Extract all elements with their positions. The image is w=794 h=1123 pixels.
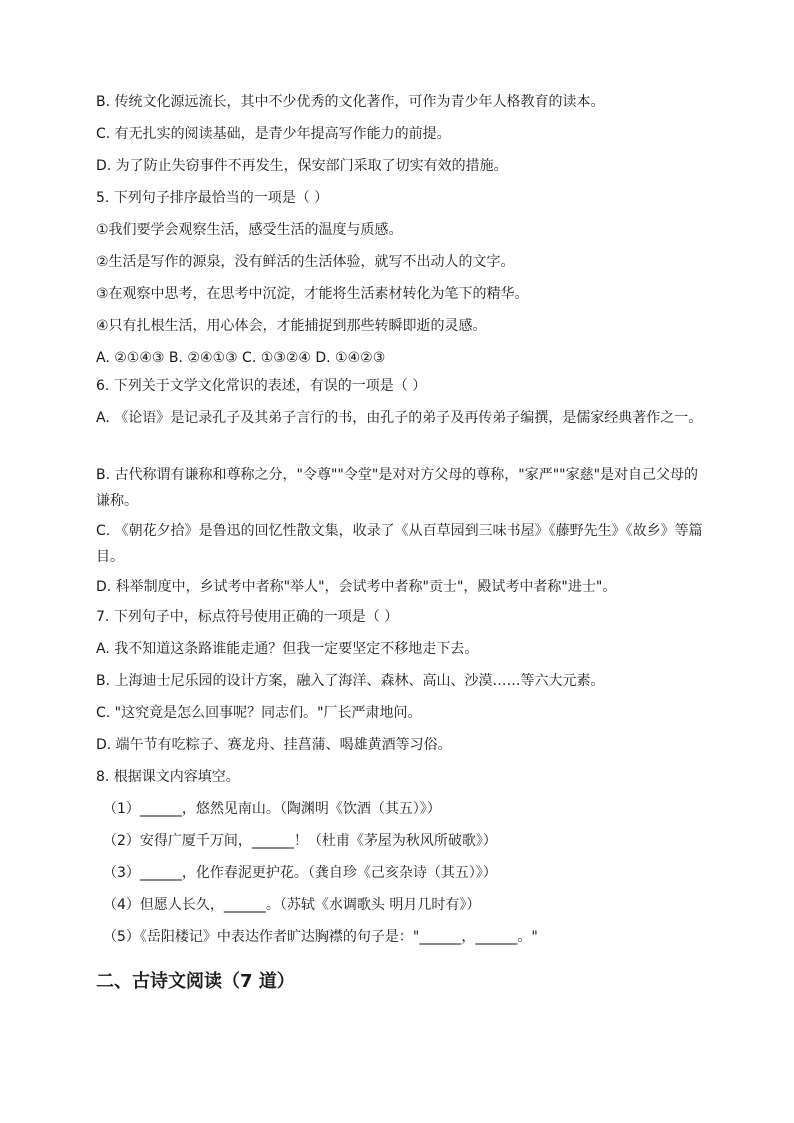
sentence-2: ②生活是写作的源泉，没有鲜活的生活体验，就写不出动人的文字。 xyxy=(96,254,515,270)
option-d-q4: D. 为了防止失窃事件不再发生，保安部门采取了切实有效的措施。 xyxy=(96,158,508,174)
sentence-3: ③在观察中思考，在思考中沉淀，才能将生活素材转化为笔下的精华。 xyxy=(96,286,529,302)
option-c-q7: C. "这究竟是怎么回事呢？同志们。"厂长严肃地问。 xyxy=(96,705,422,721)
question-5-options: A. ②①④③ B. ②④①③ C. ①③②④ D. ①④②③ xyxy=(96,350,386,366)
option-c-q4: C. 有无扎实的阅读基础，是青少年提高写作能力的前提。 xyxy=(96,126,451,142)
section-heading: 二、古诗文阅读（7 道） xyxy=(96,971,295,992)
option-a-q6: A. 《论语》是记录孔子及其弟子言行的书，由孔子的弟子及再传弟子编撰，是儒家经典著作之一。 xyxy=(96,410,703,426)
fill-blank-3: （3）______，化作春泥更护花。（龚自珍《己亥杂诗（其五）》） xyxy=(103,865,497,881)
option-d-q7: D. 端午节有吃粽子、赛龙舟、挂菖蒲、喝雄黄酒等习俗。 xyxy=(96,737,452,753)
sentence-4: ④只有扎根生活，用心体会，才能捕捉到那些转瞬即逝的灵感。 xyxy=(96,318,487,334)
option-b-q4: B. 传统文化源远流长，其中不少优秀的文化著作，可作为青少年人格教育的读本。 xyxy=(96,94,605,110)
fill-blank-2: （2）安得广厦千万间，______！（杜甫《茅屋为秋风所破歌》） xyxy=(103,833,497,849)
fill-blank-5: （5）《岳阳楼记》中表达作者旷达胸襟的句子是："______，______。" xyxy=(103,929,538,945)
fill-blank-4: （4）但愿人长久，______。（苏轼《水调歌头 明月几时有》） xyxy=(103,897,481,913)
option-d-q6: D. 科举制度中，乡试考中者称"举人"，会试考中者称"贡士"，殿试考中者称"进士"。 xyxy=(96,579,617,595)
option-b-q7: B. 上海迪士尼乐园的设计方案，融入了海洋、森林、高山、沙漠……等六大元素。 xyxy=(96,673,605,689)
option-b-q6: B. 古代称谓有谦称和尊称之分，"令尊""令堂"是对对方父母的尊称，"家严""家慈"是对自己父母的谦称。 xyxy=(96,467,699,509)
option-c-q6: C. 《朝花夕拾》是鲁迅的回忆性散文集，收录了《从百草园到三味书屋》《藤野先生》《故乡》等篇目。 xyxy=(96,523,703,565)
question-5-stem: 5. 下列句子排序最恰当的一项是（ ） xyxy=(96,190,329,206)
fill-blank-1: （1）______，悠然见南山。（陶渊明《饮酒（其五）》） xyxy=(103,801,441,817)
question-8-stem: 8. 根据课文内容填空。 xyxy=(96,769,240,785)
question-7-stem: 7. 下列句子中，标点符号使用正确的一项是（ ） xyxy=(96,609,399,625)
sentence-1: ①我们要学会观察生活，感受生活的温度与质感。 xyxy=(96,222,403,238)
question-6-stem: 6. 下列关于文学文化常识的表述，有误的一项是（ ） xyxy=(96,378,427,394)
option-a-q7: A. 我不知道这条路谁能走通？但我一定要坚定不移地走下去。 xyxy=(96,641,479,657)
